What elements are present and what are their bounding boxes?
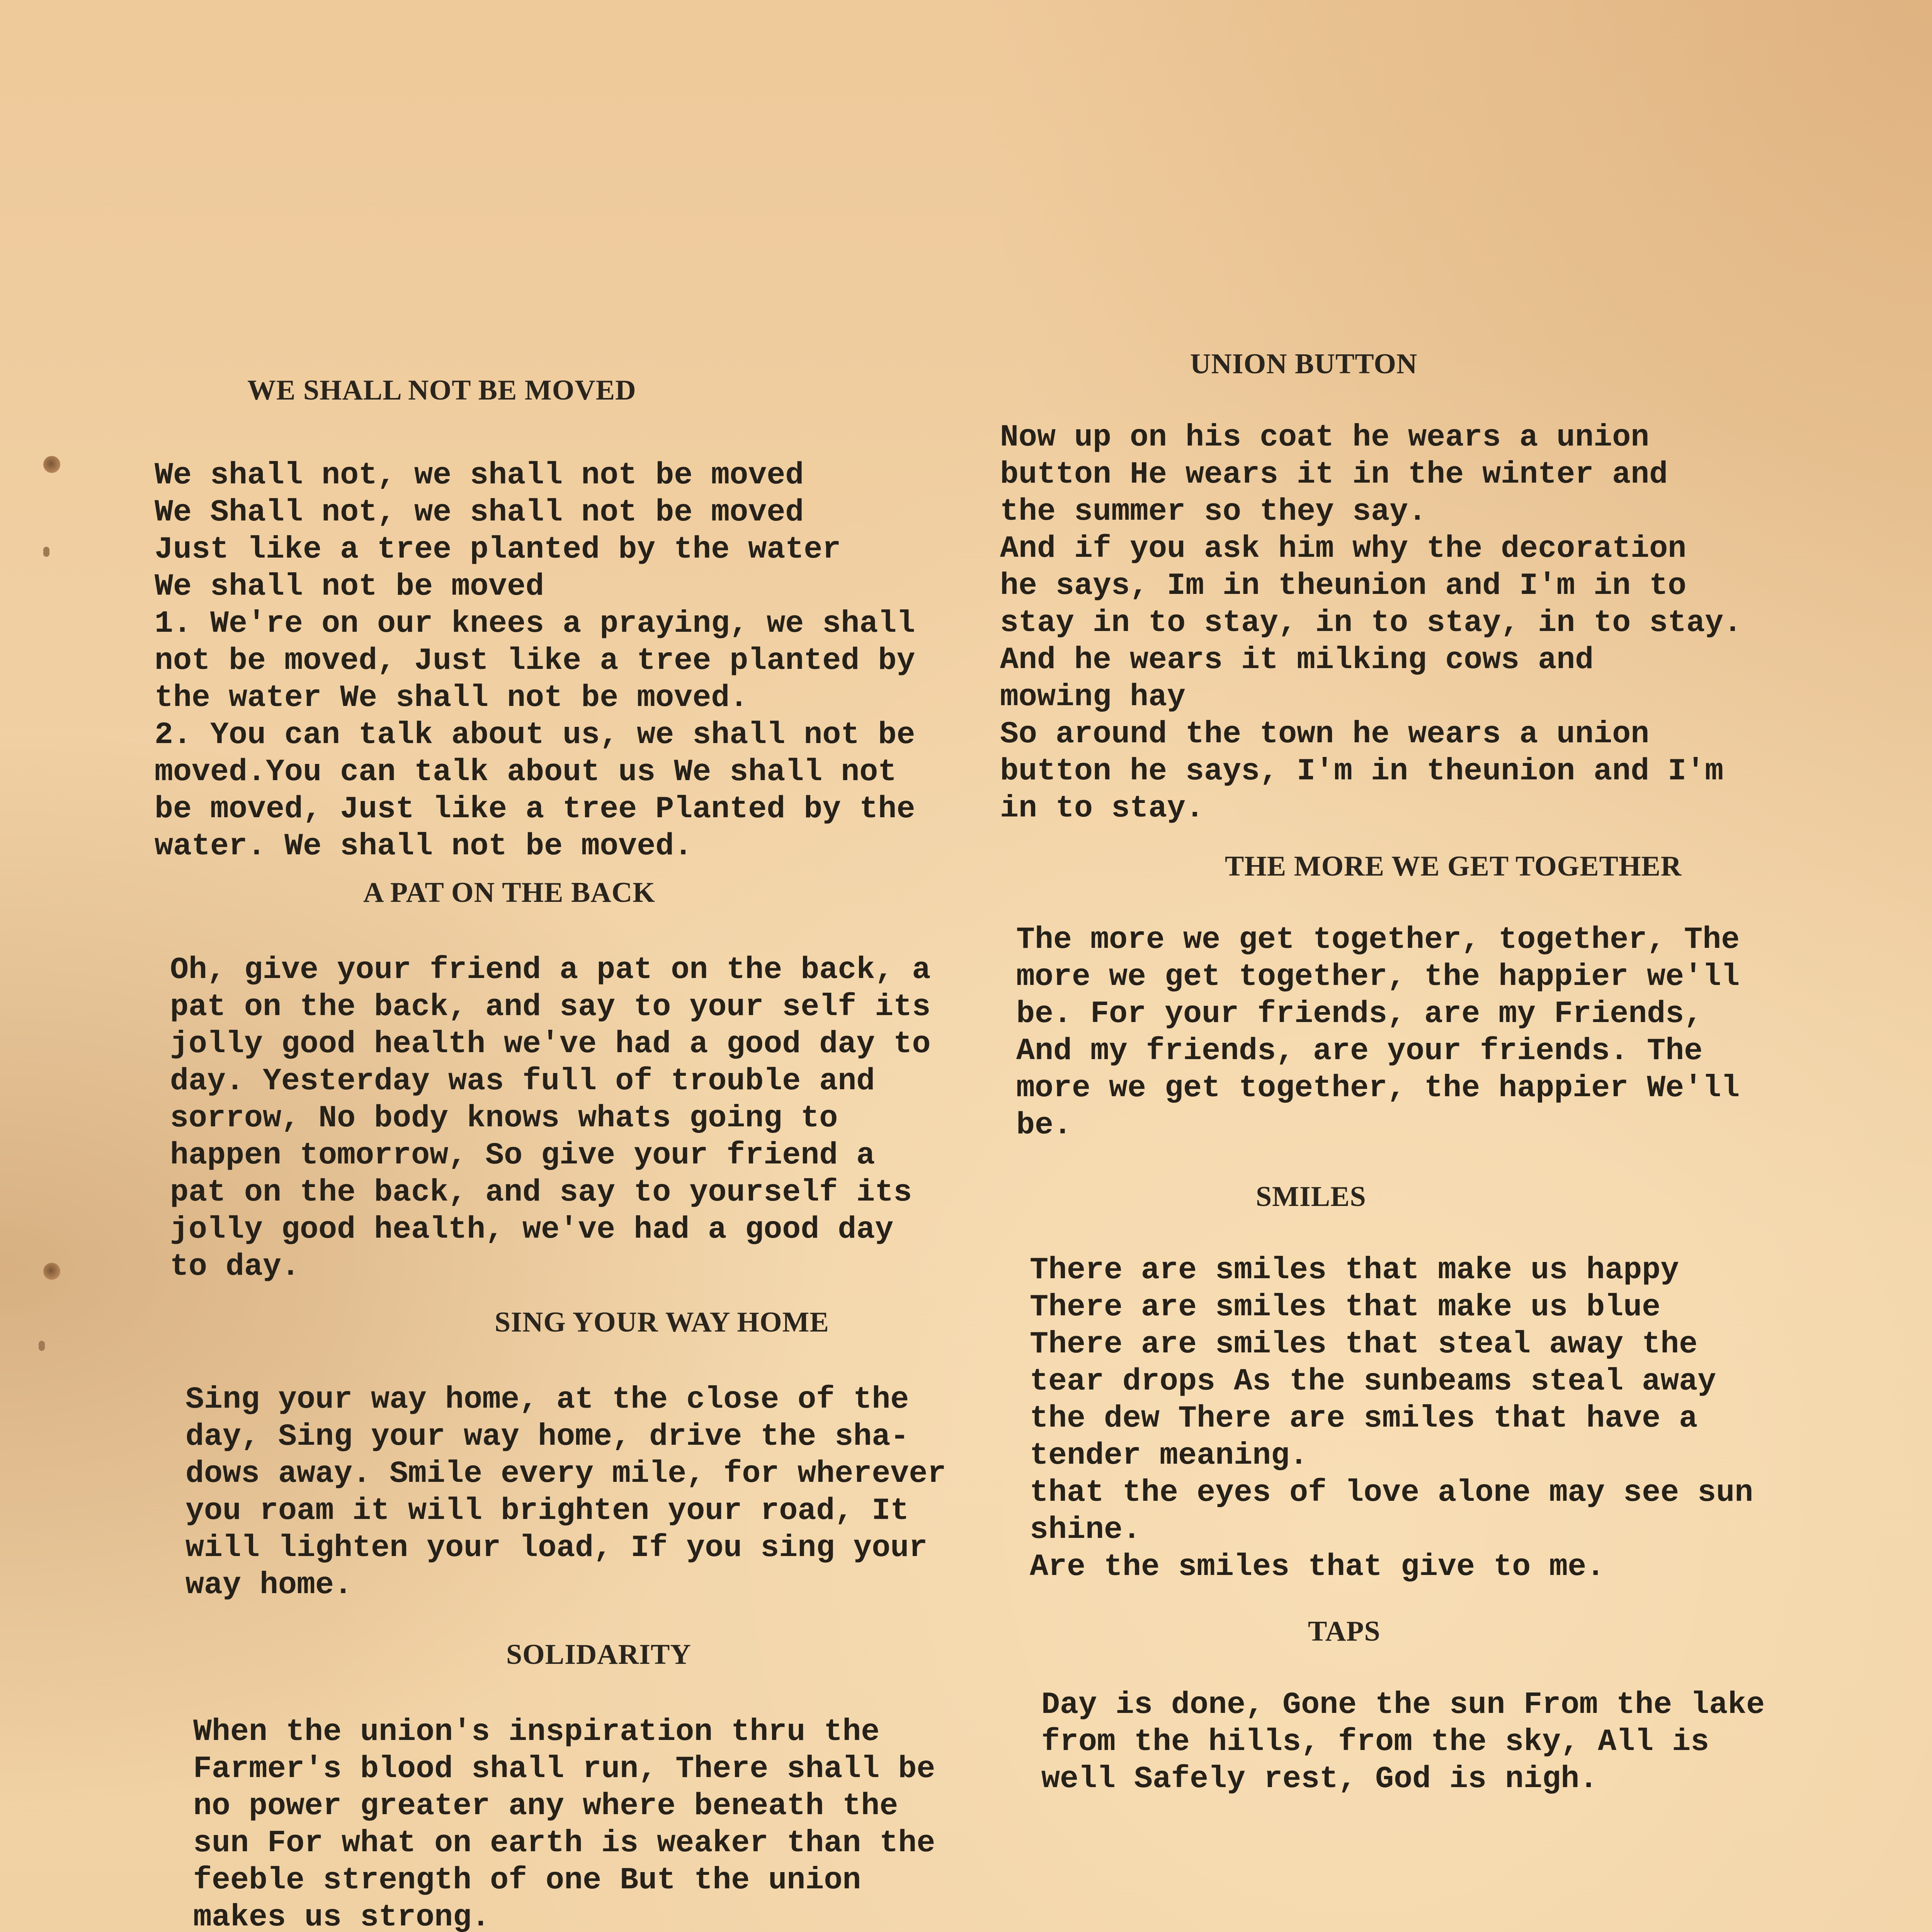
- song-line: The more we get together, together, The: [1016, 922, 1740, 957]
- song-line: pat on the back, and say to yourself its: [170, 1175, 912, 1210]
- song-line: jolly good health we've had a good day to: [170, 1027, 931, 1062]
- punch-hole-mark: [43, 1263, 60, 1280]
- song-line: water. We shall not be moved.: [155, 829, 693, 864]
- song-union-button: [1000, 348, 1742, 827]
- song-line: And my friends, are your friends. The: [1016, 1034, 1703, 1069]
- song-line: that the eyes of love alone may see sun: [1030, 1475, 1753, 1510]
- song-line: And he wears it milking cows and: [1000, 643, 1594, 678]
- song-line: the water We shall not be moved.: [155, 680, 748, 716]
- song-line: There are smiles that make us blue: [1030, 1290, 1661, 1325]
- song-line: We shall not, we shall not be moved: [155, 458, 804, 493]
- song-line: way home.: [185, 1568, 353, 1603]
- song-line: There are smiles that make us happy: [1030, 1253, 1679, 1288]
- song-line: dows away. Smile every mile, for wherever: [185, 1456, 946, 1492]
- song-line: in to stay.: [1000, 791, 1204, 826]
- song-line: from the hills, from the sky, All is: [1041, 1725, 1709, 1760]
- song-line: feeble strength of one But the union: [193, 1863, 861, 1898]
- song-line: the dew There are smiles that have a: [1030, 1401, 1698, 1436]
- song-line: sun For what on earth is weaker than the: [193, 1826, 935, 1861]
- song-line: Farmer's blood shall run, There shall be: [193, 1752, 935, 1787]
- song-line: well Safely rest, God is nigh.: [1041, 1762, 1598, 1797]
- song-title: UNION BUTTON: [1190, 348, 1418, 380]
- punch-hole-mark: [43, 456, 60, 473]
- song-title: SOLIDARITY: [506, 1639, 691, 1670]
- song-line: Just like a tree planted by the water: [155, 532, 841, 567]
- song-line: mowing hay: [1000, 680, 1186, 715]
- song-line: more we get together, the happier We'll: [1016, 1071, 1740, 1106]
- song-line: We shall not be moved: [155, 569, 544, 604]
- song-line: stay in to stay, in to stay, in to stay.: [1000, 605, 1742, 641]
- song-line: more we get together, the happier we'll: [1016, 959, 1740, 995]
- song-title: SING YOUR WAY HOME: [495, 1306, 829, 1338]
- song-line: jolly good health, we've had a good day: [170, 1212, 894, 1247]
- song-line: shine.: [1030, 1512, 1141, 1548]
- song-line: no power greater any where beneath the: [193, 1789, 898, 1824]
- song-line: button he says, I'm in theunion and I'm: [1000, 754, 1724, 789]
- song-we-shall-not-be-moved: [155, 374, 915, 865]
- song-line: happen tomorrow, So give your friend a: [170, 1138, 875, 1173]
- song-line: There are smiles that steal away the: [1030, 1327, 1698, 1362]
- song-line: to day.: [170, 1249, 300, 1284]
- song-line: tender meaning.: [1030, 1438, 1308, 1473]
- song-line: not be moved, Just like a tree planted by: [155, 643, 915, 679]
- song-line: be.: [1016, 1108, 1072, 1143]
- song-smiles: [1030, 1180, 1753, 1586]
- song-title: WE SHALL NOT BE MOVED: [247, 374, 636, 406]
- song-title: A PAT ON THE BACK: [363, 877, 655, 908]
- song-line: Sing your way home, at the close of the: [185, 1382, 909, 1417]
- song-taps: [1041, 1615, 1765, 1798]
- song-line: be. For your friends, are my Friends,: [1016, 997, 1703, 1032]
- song-line: Are the smiles that give to me.: [1030, 1549, 1605, 1585]
- song-line: he says, Im in theunion and I'm in to: [1000, 568, 1687, 604]
- song-line: makes us strong.: [193, 1900, 490, 1932]
- edge-mark: [43, 547, 49, 557]
- song-title: SMILES: [1256, 1181, 1366, 1213]
- song-line: moved.You can talk about us We shall not: [155, 755, 897, 790]
- song-title: TAPS: [1308, 1616, 1381, 1647]
- song-line: pat on the back, and say to your self its: [170, 990, 931, 1025]
- song-line: day. Yesterday was full of trouble and: [170, 1064, 875, 1099]
- song-solidarity: [193, 1638, 939, 1932]
- song-line: When the union's inspiration thru the: [193, 1714, 880, 1750]
- song-line: So around the town he wears a union: [1000, 717, 1650, 752]
- song-line: And if you ask him why the decoration: [1000, 531, 1687, 566]
- song-line: tear drops As the sunbeams steal away: [1030, 1364, 1716, 1399]
- song-line: the summer so they say.: [1000, 494, 1427, 529]
- song-line: Now up on his coat he wears a union: [1000, 420, 1650, 455]
- song-sing-your-way-home: [185, 1306, 946, 1604]
- song-line: be moved, Just like a tree Planted by the: [155, 792, 915, 827]
- edge-mark: [39, 1341, 45, 1351]
- song-a-pat-on-the-back: [170, 876, 930, 1286]
- song-line: will lighten your load, If you sing your: [185, 1531, 928, 1566]
- song-line: 1. We're on our knees a praying, we shall: [155, 606, 915, 641]
- song-line: day, Sing your way home, drive the sha-: [185, 1419, 909, 1454]
- song-line: button He wears it in the winter and: [1000, 457, 1668, 492]
- song-line: Oh, give your friend a pat on the back, a: [170, 952, 931, 988]
- song-line: you roam it will brighten your road, It: [185, 1493, 909, 1529]
- song-line: We Shall not, we shall not be moved: [155, 495, 804, 530]
- song-line: 2. You can talk about us, we shall not be: [155, 718, 915, 753]
- song-line: sorrow, No body knows whats going to: [170, 1101, 838, 1136]
- song-title: THE MORE WE GET TOGETHER: [1225, 850, 1682, 882]
- song-line: Day is done, Gone the sun From the lake: [1041, 1687, 1765, 1723]
- song-the-more-we-get-together: [1016, 850, 1740, 1144]
